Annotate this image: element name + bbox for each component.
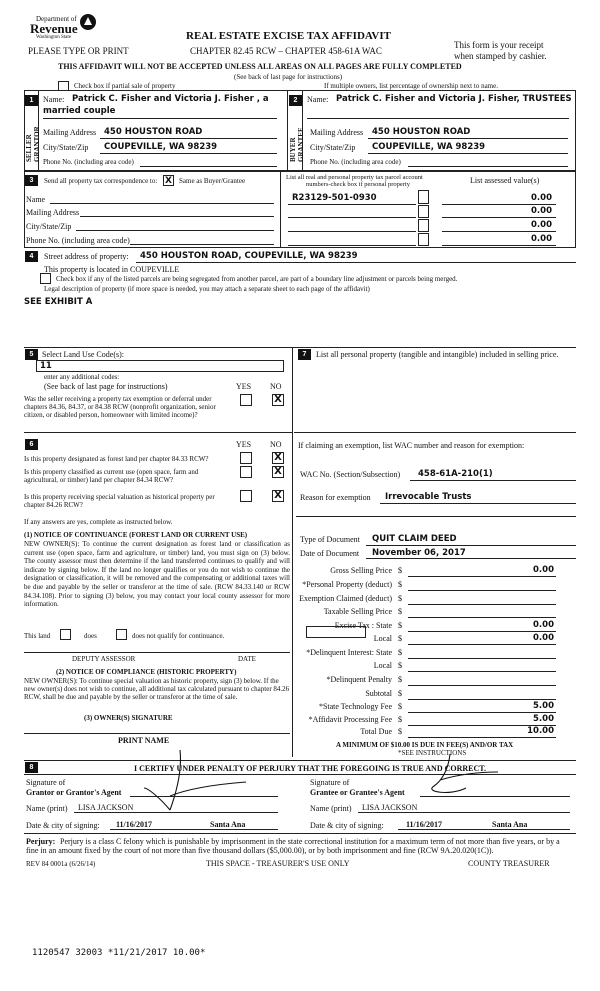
if-yes-note: If any answers are yes, complete as instructed below. <box>24 518 173 526</box>
receipt-note-2: when stamped by cashier. <box>454 51 547 61</box>
total-dollar: $ <box>398 727 402 736</box>
does-not-checkbox[interactable] <box>116 629 127 640</box>
seller-side-label: SELLER GRANTOR <box>25 126 41 162</box>
land-use-value: 11 <box>40 361 52 371</box>
grantee-name-label: Name (print) <box>310 804 352 813</box>
certify-statement: I CERTIFY UNDER PENALTY OF PERJURY THAT THE FOREGOING IS TRUE AND CORRECT. <box>134 764 487 773</box>
personal-property-checkbox[interactable] <box>418 219 429 232</box>
personal-property-checkbox[interactable] <box>418 190 429 204</box>
sec3-phone-label: Phone No. (including area code) <box>26 236 130 245</box>
taxable-dollar: $ <box>398 607 402 616</box>
forest-yes-checkbox[interactable] <box>240 452 252 464</box>
county-treasurer-label: COUNTY TREASURER <box>468 859 550 868</box>
personal-deduct-label: *Personal Property (deduct) <box>302 580 392 589</box>
seller-name-value-2[interactable]: married couple <box>43 106 116 116</box>
delinquent-local-label: Local <box>373 661 392 670</box>
buyer-mailing-label: Mailing Address <box>310 128 364 137</box>
property-location: This property is located in COUPEVILLE <box>44 265 180 274</box>
assessed-value[interactable]: 0.00 <box>531 234 552 244</box>
grantor-date-value[interactable]: 11/16/2017 <box>116 820 153 829</box>
segregated-checkbox[interactable] <box>40 273 51 284</box>
form-warning: THIS AFFIDAVIT WILL NOT BE ACCEPTED UNLESS ALL AREAS ON ALL PAGES ARE FULLY COMPLETED <box>58 62 462 71</box>
subtotal-label: Subtotal <box>365 689 392 698</box>
assessed-value[interactable]: 0.00 <box>531 193 552 203</box>
tech-fee-value[interactable]: 5.00 <box>533 701 554 711</box>
doc-date-label: Date of Document <box>300 549 360 558</box>
personal-property-label: List all personal property (tangible and intangible) included in selling price. <box>316 350 559 359</box>
form-chapter: CHAPTER 82.45 RCW – CHAPTER 458-61A WAC <box>190 46 382 56</box>
wac-label: WAC No. (Section/Subsection) <box>300 470 401 479</box>
sec5-no-header: NO <box>270 382 282 391</box>
grantor-date-label: Date & city of signing: <box>26 821 100 830</box>
penalty-dollar: $ <box>398 675 402 684</box>
exemption-claimed-label: Exemption Claimed (deduct) <box>299 594 392 603</box>
deputy-date-label: DATE <box>238 655 256 663</box>
affidavit-dollar: $ <box>398 715 402 724</box>
dept-line-3: Washington State <box>36 35 72 40</box>
multiple-owners-note: If multiple owners, list percentage of ownership next to name. <box>324 82 498 90</box>
exemption-no-checkbox[interactable]: X <box>272 394 284 406</box>
minimum-fee-note: A MINIMUM OF $10.00 IS DUE IN FEE(S) AND/OR TAX <box>336 741 514 749</box>
sec6-yes-header: YES <box>236 440 252 449</box>
legal-description-value[interactable]: SEE EXHIBIT A <box>24 297 93 307</box>
buyer-phone-label: Phone No. (including area code) <box>310 158 401 166</box>
buyer-city-value[interactable]: COUPEVILLE, WA 98239 <box>372 142 486 152</box>
same-as-buyer-label: Same as Buyer/Grantee <box>179 177 246 185</box>
doc-type-value[interactable]: QUIT CLAIM DEED <box>372 534 457 544</box>
gross-value[interactable]: 0.00 <box>533 565 554 575</box>
land-use-label: Select Land Use Code(s): <box>42 350 124 359</box>
instructions-note: (See back of last page for instructions) <box>234 73 343 81</box>
this-land-label: This land <box>24 632 51 640</box>
affidavit-fee-label: *Affidavit Processing Fee <box>308 715 392 724</box>
owner-signature-title: (3) OWNER(S) SIGNATURE <box>84 714 173 722</box>
excise-dollar: $ <box>398 621 402 630</box>
seller-city-label: City/State/Zip <box>43 143 89 152</box>
grantor-agent-label: Grantor or Grantor's Agent <box>26 788 122 797</box>
assessed-value[interactable]: 0.00 <box>531 220 552 230</box>
gross-dollar: $ <box>398 566 402 575</box>
grantee-signature <box>420 752 500 802</box>
forest-land-question: Is this property designated as forest land per chapter 84.33 RCW? <box>24 455 209 463</box>
street-address-value[interactable]: 450 HOUSTON ROAD, COUPEVILLE, WA 98239 <box>140 251 358 261</box>
notice-compliance-title: (2) NOTICE OF COMPLIANCE (HISTORIC PROPERTY) <box>56 668 237 676</box>
same-as-buyer-checkbox[interactable]: X <box>163 175 174 186</box>
print-name-label: PRINT NAME <box>118 736 170 745</box>
deputy-assessor-label: DEPUTY ASSESSOR <box>72 655 136 663</box>
street-address-label: Street address of property: <box>44 252 129 261</box>
buyer-mailing-value[interactable]: 450 HOUSTON ROAD <box>372 127 471 137</box>
grantee-date-value[interactable]: 11/16/2017 <box>406 820 443 829</box>
grantor-name-value[interactable]: LISA JACKSON <box>78 803 134 812</box>
receipt-stamp: 1120547 32003 *11/21/2017 10.00* <box>32 948 206 958</box>
section-8-number: 8 <box>25 762 38 773</box>
excise-local-value[interactable]: 0.00 <box>533 633 554 643</box>
forest-no-checkbox[interactable]: X <box>272 452 284 464</box>
buyer-side-label: BUYER GRANTEE <box>289 127 305 162</box>
doc-date-value[interactable]: November 06, 2017 <box>372 548 466 558</box>
partial-sale-label: Check box if partial sale of property <box>74 82 176 90</box>
section-1-number: 1 <box>25 95 38 106</box>
seller-mailing-value[interactable]: 450 HOUSTON ROAD <box>104 127 203 137</box>
historic-no-checkbox[interactable]: X <box>272 490 284 502</box>
legal-description-label: Legal description of property (if more space is needed, you may attach a separate sheet to each page of the affidavit) <box>44 285 370 293</box>
sec6-no-header: NO <box>270 440 282 449</box>
sec3-mailing-label: Mailing Address <box>26 208 80 217</box>
buyer-name-label: Name: <box>307 95 329 104</box>
buyer-city-label: City/State/Zip <box>310 143 356 152</box>
excise-local-label: Local <box>373 634 392 643</box>
segregated-label: Check box if any of the listed parcels are being segregated from another parcel, are part of a boundary line adjustment or parcels being merged. <box>56 275 458 283</box>
excise-state-label: Excise Tax : State <box>334 621 392 630</box>
dept-line-2: Revenue <box>30 21 78 36</box>
exemption-question: Was the seller receiving a property tax exemption or deferral under chapters 84.36, 84.37, or 84.38 RCW (nonprofit organization, senior citizen, or disabled person, homeowner with limited income)? <box>24 395 216 419</box>
claiming-exemption-label: If claiming an exemption, list WAC number and reason for exemption: <box>298 441 525 450</box>
section-4-number: 4 <box>25 251 38 262</box>
wac-value[interactable]: 458-61A-210(1) <box>418 469 493 479</box>
total-due-label: Total Due <box>360 727 392 736</box>
parcel-number-1[interactable]: R23129-501-0930 <box>292 193 377 203</box>
delinq-local-dollar: $ <box>398 661 402 670</box>
assessed-header: List assessed value(s) <box>470 176 540 185</box>
seller-name-value[interactable]: Patrick C. Fisher and Victoria J. Fisher , a <box>72 94 269 104</box>
grantor-signature <box>140 748 250 818</box>
does-checkbox[interactable] <box>60 629 71 640</box>
perjury-text: Perjury is a class C felony which is punishable by imprisonment in the state correctional institution for a maximum term of not more than five years, or by a fine in an amount fixed by the court of not more than five thousand dollars ($5,000.00), or by both imprisonment and fine (RCW 9A.20.020(1C)). <box>26 837 560 855</box>
historic-question: Is this property receiving special valuation as historical property per chapter 84.26 RCW? <box>24 493 215 509</box>
buyer-name-value[interactable]: Patrick C. Fisher and Victoria J. Fisher, TRUSTEES <box>336 94 572 104</box>
seller-phone-label: Phone No. (including area code) <box>43 158 134 166</box>
form-revision: REV 84 0001a (6/26/14) <box>26 860 96 868</box>
grantor-signature-label: Signature of <box>26 778 66 787</box>
delinquent-penalty-label: *Delinquent Penalty <box>326 675 392 684</box>
grantee-agent-label: Grantee or Grantee's Agent <box>310 788 405 797</box>
seller-name-label: Name: <box>43 95 65 104</box>
notice-compliance-body: NEW OWNER(S): To continue special valuation as historic property, sign (3) below. If the new owner(s) does not wish to continue, all additional tax calculated pursuant to chapter 84.26 RCW, shall be due and payable by the seller or transferor at the time of sale. <box>24 677 290 701</box>
affidavit-fee-value[interactable]: 5.00 <box>533 714 554 724</box>
does-label: does <box>84 632 97 640</box>
exemption-dollar: $ <box>398 594 402 603</box>
dept-line-1: Department of <box>36 15 77 23</box>
section-3-number: 3 <box>25 175 38 186</box>
assessed-value[interactable]: 0.00 <box>531 206 552 216</box>
grantor-name-label: Name (print) <box>26 804 68 813</box>
delinquent-interest-label: *Delinquent Interest: State <box>306 648 392 657</box>
current-use-no-checkbox[interactable]: X <box>272 466 284 478</box>
land-use-see-back: (See back of last page for instructions) <box>44 382 168 391</box>
does-not-label: does not qualify for continuance. <box>132 632 225 640</box>
seller-mailing-label: Mailing Address <box>43 128 97 137</box>
parcel-header-2: numbers-check box if personal property <box>306 181 410 188</box>
taxable-label: Taxable Selling Price <box>323 607 392 616</box>
subtotal-dollar: $ <box>398 689 402 698</box>
current-use-yes-checkbox[interactable] <box>240 466 252 478</box>
local-dollar: $ <box>398 634 402 643</box>
treasurer-use-label: THIS SPACE - TREASURER'S USE ONLY <box>206 859 350 868</box>
grantee-signature-label: Signature of <box>310 778 350 787</box>
additional-codes-label: enter any additional codes: <box>44 373 120 381</box>
historic-yes-checkbox[interactable] <box>240 490 252 502</box>
sec5-yes-header: YES <box>236 382 252 391</box>
gross-label: Gross Selling Price <box>330 566 392 575</box>
land-use-input[interactable] <box>36 360 284 372</box>
see-instructions-note: *SEE INSTRUCTIONS <box>398 749 467 757</box>
tech-fee-label: *State Technology Fee <box>318 702 392 711</box>
dor-logo-icon <box>78 12 98 32</box>
tech-dollar: $ <box>398 702 402 711</box>
correspondence-label: Send all property tax correspondence to: <box>44 177 158 185</box>
exemption-yes-checkbox[interactable] <box>240 394 252 406</box>
grantee-city-value[interactable]: Santa Ana <box>492 820 528 829</box>
reason-value[interactable]: Irrevocable Trusts <box>385 492 472 502</box>
parcel-header-1: List all real and personal property tax parcel account <box>286 174 423 181</box>
delinq-dollar: $ <box>398 648 402 657</box>
current-use-question: Is this property classified as current use (open space, farm and agricultural, or timber) land per chapter 84.34 RCW? <box>24 468 199 484</box>
reason-label: Reason for exemption <box>300 493 371 502</box>
personal-property-checkbox[interactable] <box>418 233 429 246</box>
total-due-value[interactable]: 10.00 <box>527 726 554 736</box>
notice-continuance-title: (1) NOTICE OF CONTINUANCE (FOREST LAND OR CURRENT USE) <box>24 531 248 539</box>
sec3-city-label: City/State/Zip <box>26 222 72 231</box>
personal-property-checkbox[interactable] <box>418 205 429 218</box>
section-6-number: 6 <box>25 439 38 450</box>
form-title: REAL ESTATE EXCISE TAX AFFIDAVIT <box>186 30 391 42</box>
personal-dollar: $ <box>398 580 402 589</box>
grantor-city-value[interactable]: Santa Ana <box>210 820 246 829</box>
seller-city-value[interactable]: COUPEVILLE, WA 98239 <box>104 142 218 152</box>
notice-continuance-body: NEW OWNER(S): To continue the current designation as forest land or classification as current use (open space, farm and agriculture, or timber) land, you must sign on (3) below. The county assessor must then determine if the land transferred continues to qualify and will indicate by signing below. If the land no longer qualifies or you do not wish to continue the designation or classification, it will be removed and the compensating or additional taxes will be due and payable by the seller or transferor at the time of sale. (RCW 84.33.140 or RCW 84.34.108). Prior to signing (3) below, you may contact your local county assessor for more information. <box>24 540 290 609</box>
please-type: PLEASE TYPE OR PRINT <box>28 46 129 56</box>
perjury-label: Perjury: <box>26 837 56 846</box>
doc-type-label: Type of Document <box>300 535 360 544</box>
section-2-number: 2 <box>289 95 302 106</box>
section-7-number: 7 <box>298 349 311 360</box>
excise-state-value[interactable]: 0.00 <box>533 620 554 630</box>
section-5-number: 5 <box>25 349 38 360</box>
receipt-note-1: This form is your receipt <box>454 40 544 50</box>
sec3-name-label: Name <box>26 195 46 204</box>
grantee-date-label: Date & city of signing: <box>310 821 384 830</box>
grantee-name-value[interactable]: LISA JACKSON <box>362 803 418 812</box>
